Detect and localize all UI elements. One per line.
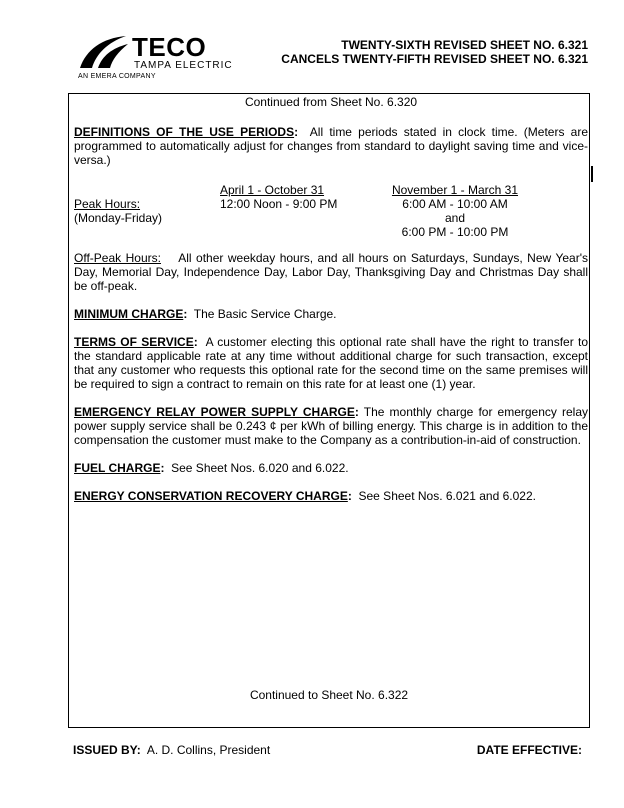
emergency-heading: EMERGENCY RELAY POWER SUPPLY CHARGE (74, 405, 355, 419)
ecrc-text: See Sheet Nos. 6.021 and 6.022. (358, 489, 536, 503)
offpeak-label: Off-Peak Hours: (74, 251, 161, 265)
summer-column (220, 183, 337, 211)
issued-by-name: A. D. Collins, President (146, 743, 271, 757)
peak-label-column (74, 197, 162, 225)
summer-hours: 12:00 Noon - 9:00 PM (220, 197, 338, 211)
summer-heading: April 1 - October 31 (220, 183, 325, 197)
continued-to: Continued to Sheet No. 6.322 (249, 688, 409, 702)
teco-logo (78, 32, 268, 84)
winter-column (390, 183, 520, 239)
sheet-cancels: CANCELS TWENTY-FIFTH REVISED SHEET NO. 6.321 (281, 52, 588, 66)
logo-name: TECO (132, 32, 207, 62)
definitions-section: DEFINITIONS OF THE USE PERIODS: All time periods stated in clock time. (Meters are programmed to automatically adjust for changes from standard to daylight saving time and vice-versa.) (74, 125, 589, 167)
minimum-charge-section: MINIMUM CHARGE: The Basic Service Charge. (74, 307, 337, 321)
issued-by-label: ISSUED BY: (73, 743, 141, 757)
emergency-rate: 0.243 ¢ per kWh (235, 419, 326, 433)
definitions-text: All time periods stated in clock time. (Meters are programmed to automatically adjust for changes from standard to daylight saving time and vice-versa.) (74, 125, 589, 167)
terms-text: A customer electing this optional rate shall have the right to transfer to the standard applicable rate at any time without additional charge for such transaction, except that any customer who requests this optional rate for the second time on the same premises will be required to sign a contract to remain on this rate for at least one (1) year. (74, 335, 588, 391)
ecrc-section: ENERGY CONSERVATION RECOVERY CHARGE: See Sheet Nos. 6.021 and 6.022. (74, 489, 536, 503)
winter-hours-morning: 6:00 AM - 10:00 AM (402, 197, 508, 211)
terms-heading: TERMS OF SERVICE (74, 335, 194, 349)
winter-and: and (444, 211, 466, 225)
fuel-charge-heading: FUEL CHARGE (74, 461, 161, 475)
peak-days: (Monday-Friday) (74, 211, 163, 225)
emergency-text-b: of billing energy. This charge is in addition to the compensation the customer must make to the Company as a contribution-in-aid of construction. (74, 419, 588, 447)
winter-hours-evening: 6:00 PM - 10:00 PM (401, 225, 509, 239)
emergency-section: EMERGENCY RELAY POWER SUPPLY CHARGE: The monthly charge for emergency relay power supply service shall be 0.243 ¢ per kWh of billing energy. This charge is in addition to the compensation the customer must make to the Company as a contribution-in-aid of construction. (74, 405, 589, 447)
definitions-heading: DEFINITIONS OF THE USE PERIODS (74, 125, 295, 139)
offpeak-text: All other weekday hours, and all hours on Saturdays, Sundays, New Year's Day, Memorial Day, Independence Day, Labor Day, Thanksgiving Day and Christmas Day shall be off-peak. (74, 251, 588, 293)
emergency-text-a: The monthly charge for emergency relay power supply service shall be (74, 405, 589, 433)
teco-swoosh-icon (78, 32, 130, 72)
fuel-charge-section: FUEL CHARGE: See Sheet Nos. 6.020 and 6.022. (74, 461, 349, 475)
use-periods-table (74, 183, 588, 237)
fuel-charge-text: See Sheet Nos. 6.020 and 6.022. (171, 461, 349, 475)
issued-by (73, 743, 270, 757)
logo-subline: AN EMERA COMPANY (78, 73, 156, 80)
sheet-header (281, 38, 588, 66)
minimum-charge-heading: MINIMUM CHARGE (74, 307, 184, 321)
continued-from: Continued from Sheet No. 6.320 (244, 95, 418, 109)
revision-mark (591, 166, 593, 182)
ecrc-heading: ENERGY CONSERVATION RECOVERY CHARGE (74, 489, 348, 503)
winter-heading: November 1 - March 31 (391, 183, 519, 197)
sheet-number: TWENTY-SIXTH REVISED SHEET NO. 6.321 (341, 38, 588, 52)
peak-hours-label: Peak Hours: (74, 197, 141, 211)
offpeak-section (74, 251, 588, 293)
logo-tagline: TAMPA ELECTRIC (134, 60, 233, 71)
minimum-charge-text: The Basic Service Charge. (193, 307, 337, 321)
date-effective-label: DATE EFFECTIVE: (476, 743, 582, 757)
tariff-content (74, 95, 588, 503)
terms-section: TERMS OF SERVICE: A customer electing this optional rate shall have the right to transfer to the standard applicable rate at any time without additional charge for such transaction, except that any customer who requests this optional rate for the second time on the same premises will be required to sign a contract to remain on this rate for at least one (1) year. (74, 335, 588, 391)
